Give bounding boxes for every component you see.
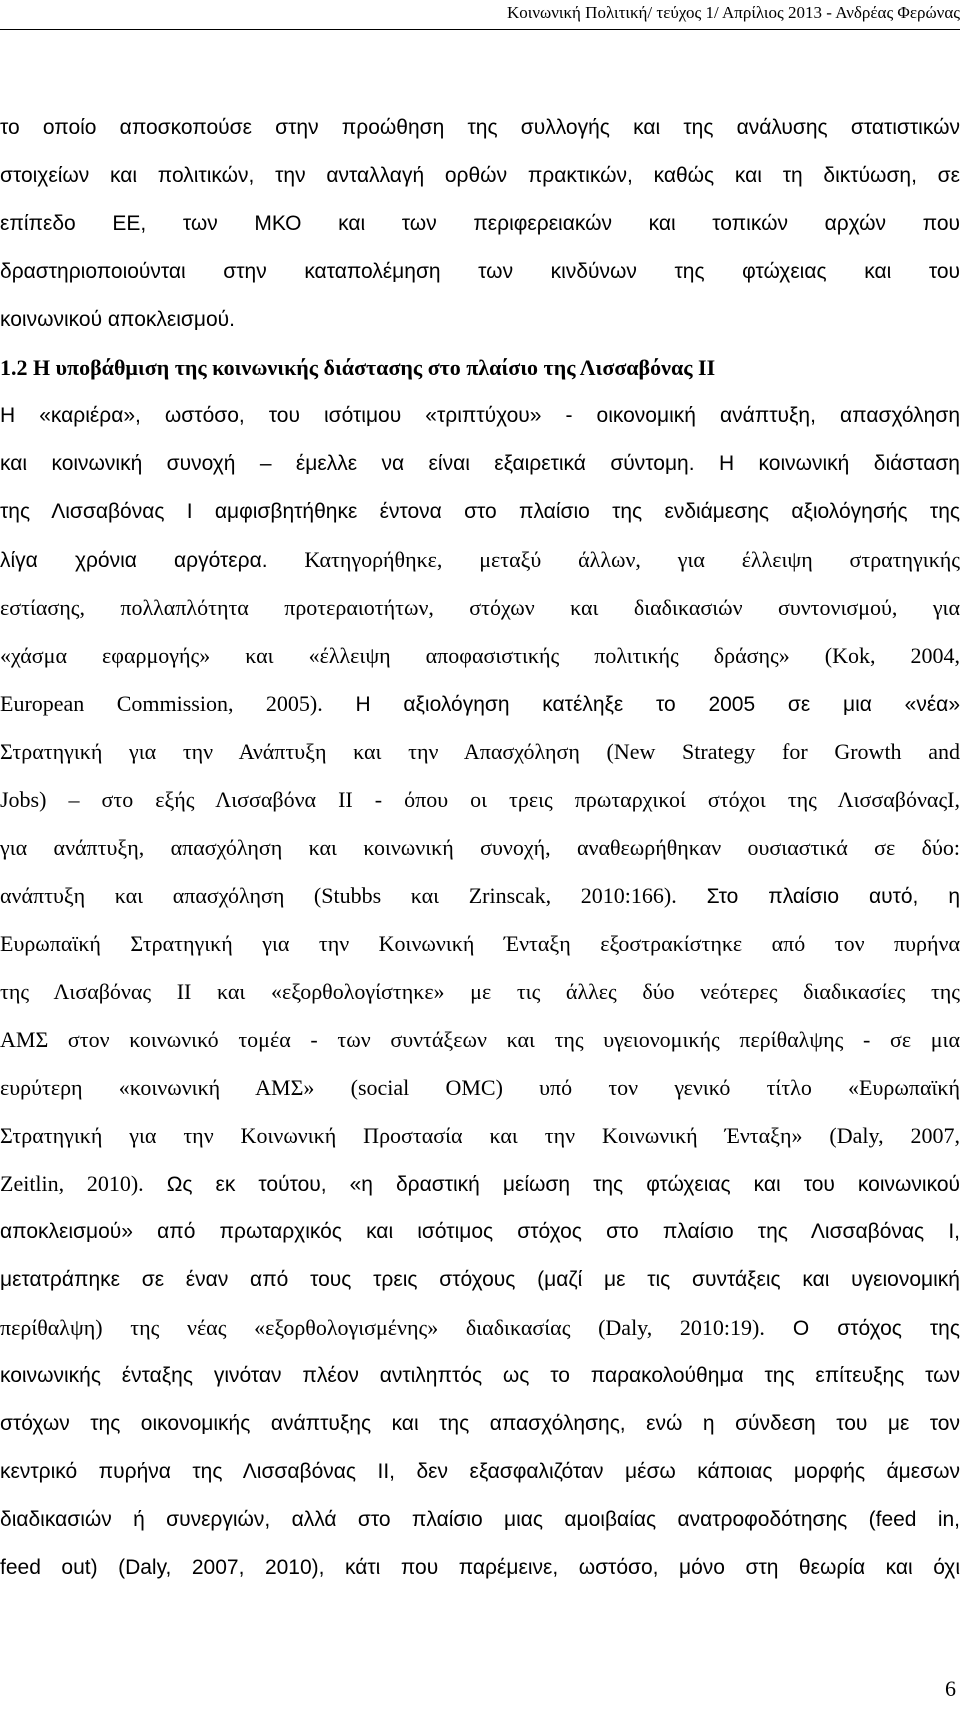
paragraph-line: της Λισσαβόνας Ι αμφισβητήθηκε έντονα στο πλαίσιο της ενδιάμεσης αξιολόγησής της [0, 500, 960, 523]
section-paragraph [0, 392, 960, 1592]
paragraph-line: μετατράπηκε σε έναν από τους τρεις στόχους (μαζί με τις συντάξεις και υγειονομική [0, 1268, 960, 1291]
line-segment: ανάπτυξη και απασχόληση (Stubbs και Zrinscak, 2010:166). [0, 883, 677, 908]
paragraph-line: για ανάπτυξη, απασχόληση και κοινωνική συνοχή, αναθεωρήθηκαν ουσιαστικά σε δύο: [0, 835, 960, 860]
paragraph-line: επίπεδο ΕΕ, των ΜΚΟ και των περιφερειακών και τοπικών αρχών που [0, 212, 960, 235]
line-segment: λίγα χρόνια αργότερα. [0, 549, 268, 572]
paragraph-line [0, 872, 960, 920]
line-segment: Στο πλαίσιο αυτό, η [676, 885, 960, 908]
paragraph-line: διαδικασιών ή συνεργιών, αλλά στο πλαίσιο μιας αμοιβαίας ανατροφοδότησης (feed in, [0, 1508, 960, 1531]
line-segment: European Commission, 2005). [0, 691, 323, 716]
intro-paragraph [0, 104, 960, 344]
page-body [0, 104, 960, 1592]
paragraph-line: στοιχείων και πολιτικών, την ανταλλαγή ορθών πρακτικών, καθώς και τη δικτύωση, σε [0, 164, 960, 187]
line-segment: Κατηγορήθηκε, μεταξύ άλλων, για έλλειψη στρατηγικής [267, 547, 960, 572]
paragraph-line: Στρατηγική για την Κοινωνική Προστασία και την Κοινωνική Ένταξη» (Daly, 2007, [0, 1123, 960, 1148]
paragraph-line: Η «καριέρα», ωστόσο, του ισότιμου «τριπτύχου» - οικονομική ανάπτυξη, απασχόληση [0, 404, 960, 427]
paragraph-line [0, 1160, 960, 1208]
line-segment: Ως εκ τούτου, «η δραστική μείωση της φτώχειας και του κοινωνικού [143, 1173, 960, 1196]
line-segment: Zeitlin, 2010). [0, 1171, 144, 1196]
paragraph-line: Ευρωπαϊκή Στρατηγική για την Κοινωνική Ένταξη εξοστρακίστηκε από τον πυρήνα [0, 931, 960, 956]
paragraph-line: Στρατηγική για την Ανάπτυξη και την Απασχόληση (New Strategy for Growth and [0, 739, 960, 764]
paragraph-line: Jobs) – στο εξής Λισσαβόνα ΙΙ - όπου οι τρεις πρωταρχικοί στόχοι της ΛισσαβόναςΙ, [0, 787, 960, 812]
line-segment: περίθαλψη) της νέας «εξορθολογισμένης» διαδικασίας (Daly, 2010:19). [0, 1315, 765, 1340]
line-segment: Η αξιολόγηση κατέληξε το 2005 σε μια «νέα» [322, 693, 960, 716]
section-heading: 1.2 Η υποβάθμιση της κοινωνικής διάστασης στο πλαίσιο της Λισσαβόνας ΙΙ [0, 355, 716, 380]
paragraph-line: και κοινωνική συνοχή – έμελλε να είναι εξαιρετικά σύντομη. Η κοινωνική διάσταση [0, 452, 960, 475]
paragraph-line [0, 1304, 960, 1352]
paragraph-line [0, 680, 960, 728]
paragraph-line: εστίασης, πολλαπλότητα προτεραιοτήτων, στόχων και διαδικασιών συντονισμού, για [0, 595, 960, 620]
paragraph-line: στόχων της οικονομικής ανάπτυξης και της απασχόλησης, ενώ η σύνδεση του με τον [0, 1412, 960, 1435]
header-divider [0, 29, 960, 30]
line-segment: Ο στόχος της [764, 1317, 960, 1340]
paragraph-line: «χάσμα εφαρμογής» και «έλλειψη αποφασιστικής πολιτικής δράσης» (Kok, 2004, [0, 643, 960, 668]
paragraph-line [0, 536, 960, 584]
paragraph-line: ΑΜΣ στον κοινωνικό τομέα - των συντάξεων και της υγειονομικής περίθαλψης - σε μια [0, 1027, 960, 1052]
paragraph-line: κοινωνικού αποκλεισμού. [0, 308, 235, 331]
paragraph-line: feed out) (Daly, 2007, 2010), κάτι που παρέμεινε, ωστόσο, μόνο στη θεωρία και όχι [0, 1556, 960, 1579]
paragraph-line: κεντρικό πυρήνα της Λισσαβόνας ΙΙ, δεν εξασφαλιζόταν μέσω κάποιας μορφής άμεσων [0, 1460, 960, 1483]
page-number: 6 [945, 1676, 956, 1701]
paragraph-line: το οποίο αποσκοπούσε στην προώθηση της συλλογής και της ανάλυσης στατιστικών [0, 116, 960, 139]
paragraph-line: κοινωνικής ένταξης γινόταν πλέον αντιληπτός ως το παρακολούθημα της επίτευξης των [0, 1364, 960, 1387]
running-header: Κοινωνική Πολιτική/ τεύχος 1/ Απρίλιος 2013 - Ανδρέας Φερώνας [506, 3, 960, 22]
paragraph-line: της Λισαβόνας ΙΙ και «εξορθολογίστηκε» με τις άλλες δύο νεότερες διαδικασίες της [0, 979, 960, 1004]
paragraph-line: δραστηριοποιούνται στην καταπολέμηση των κινδύνων της φτώχειας και του [0, 260, 960, 283]
paragraph-line: ευρύτερη «κοινωνική ΑΜΣ» (social OMC) υπό τον γενικό τίτλο «Ευρωπαϊκή [0, 1075, 960, 1100]
paragraph-line: αποκλεισμού» από πρωταρχικός και ισότιμος στόχος στο πλαίσιο της Λισσαβόνας Ι, [0, 1220, 960, 1243]
